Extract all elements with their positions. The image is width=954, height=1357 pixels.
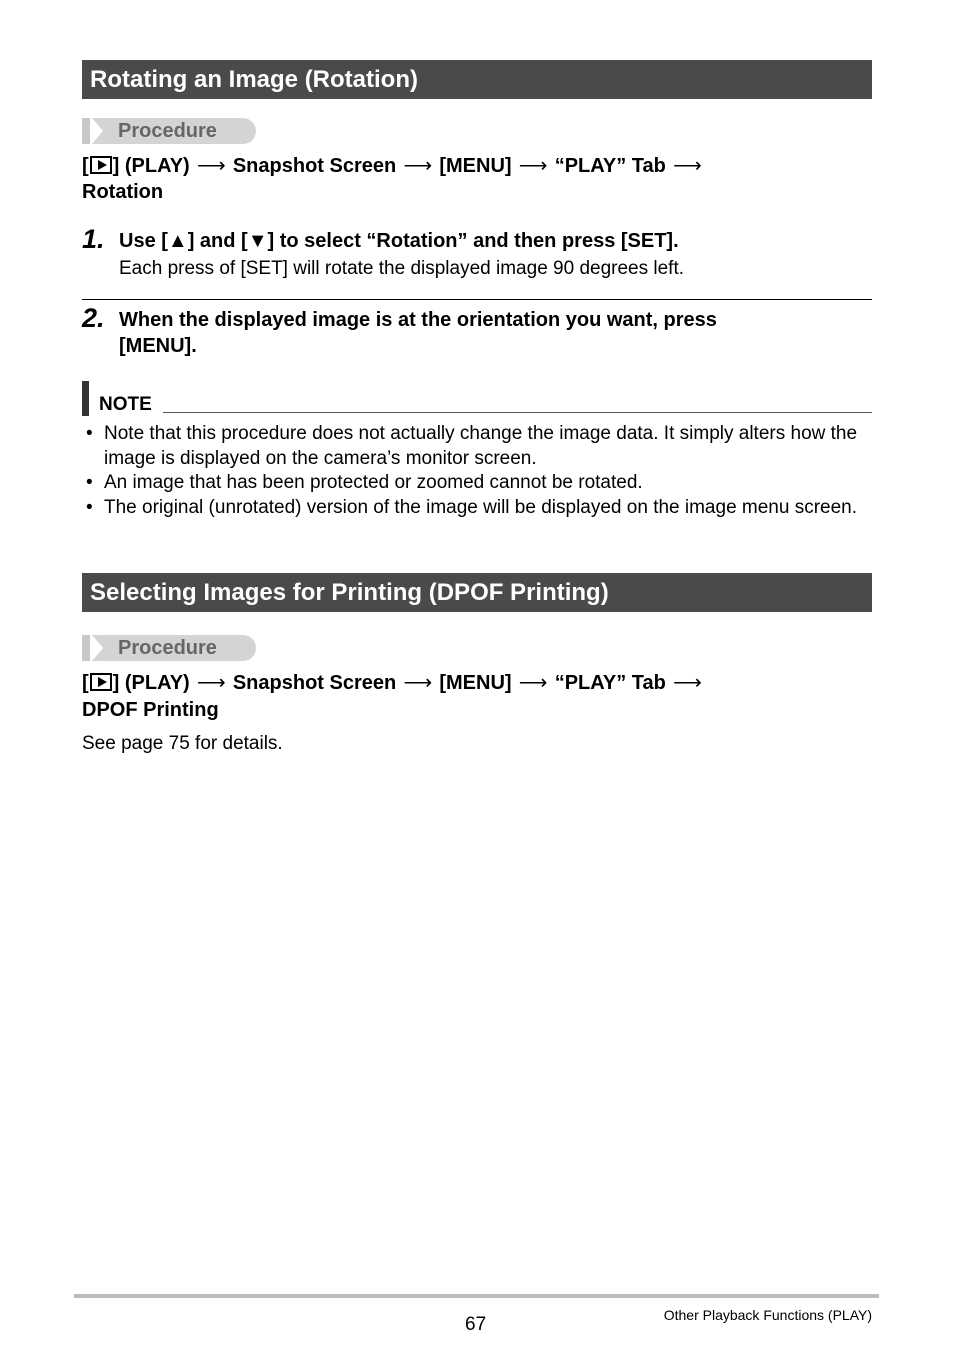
list-item: • Note that this procedure does not actually change the image data. It simply alters how the image is displayed on the camera’s monitor screen. [86, 423, 858, 469]
up-arrow-icon: ▲ [167, 230, 188, 252]
list-item: • The original (unrotated) version of the image will be displayed on the image menu screen. [86, 496, 858, 518]
step-title: When the displayed image is at the orientation you want, press [119, 309, 717, 331]
section-title-dpof: Selecting Images for Printing (DPOF Printing) [82, 573, 872, 612]
step-divider [82, 299, 872, 300]
path-step: “PLAY” Tab [554, 672, 666, 694]
path-step: [MENU] [439, 672, 512, 694]
footer-chapter-title: Other Playback Functions (PLAY) [663, 1307, 872, 1323]
arrow-right-icon: ⟶ [518, 155, 548, 177]
procedure-path: [ ] (PLAY) ⟶ Snapshot Screen ⟶ [MENU] ⟶ “PLAY” Tab ⟶ [82, 155, 702, 177]
footer-rule [74, 1294, 879, 1298]
procedure-path: [ ] (PLAY) ⟶ Snapshot Screen ⟶ [MENU] ⟶ “PLAY” Tab ⟶ [82, 672, 702, 694]
section-title-rotation: Rotating an Image (Rotation) [82, 60, 872, 99]
note-marker [82, 381, 89, 416]
arrow-right-icon: ⟶ [518, 672, 548, 694]
note-label: NOTE [99, 394, 152, 415]
procedure-label: Procedure [118, 637, 217, 659]
arrow-right-icon: ⟶ [403, 155, 433, 177]
list-item: • An image that has been protected or zoomed cannot be rotated. [86, 472, 643, 493]
down-arrow-icon: ▼ [247, 230, 268, 252]
step-title: Use [▲] and [▼] to select “Rotation” and then press [SET]. [119, 230, 679, 252]
path-final-step: DPOF Printing [82, 699, 219, 721]
path-step: Snapshot Screen [232, 672, 397, 694]
note-list [82, 422, 872, 520]
play-button-icon [90, 673, 112, 691]
arrow-right-icon: ⟶ [403, 672, 433, 694]
page-number: 67 [465, 1314, 487, 1335]
path-step: [MENU] [439, 155, 512, 177]
note-rule [163, 412, 872, 413]
play-button-icon [90, 156, 112, 174]
path-step: “PLAY” Tab [554, 155, 666, 177]
path-final-step: Rotation [82, 181, 164, 203]
procedure-badge [82, 118, 256, 144]
procedure-badge [82, 635, 256, 661]
body-text: See page 75 for details. [82, 733, 283, 754]
arrow-right-icon: ⟶ [196, 672, 226, 694]
step-number: 1. [82, 224, 105, 254]
procedure-label: Procedure [118, 120, 217, 142]
step-title-continued: [MENU]. [119, 335, 197, 357]
arrow-right-icon: ⟶ [196, 155, 226, 177]
path-step: Snapshot Screen [232, 155, 397, 177]
arrow-right-icon: ⟶ [673, 155, 702, 177]
arrow-right-icon: ⟶ [673, 672, 702, 694]
step-number: 2. [82, 303, 105, 333]
step-description: Each press of [SET] will rotate the displayed image 90 degrees left. [119, 258, 685, 279]
